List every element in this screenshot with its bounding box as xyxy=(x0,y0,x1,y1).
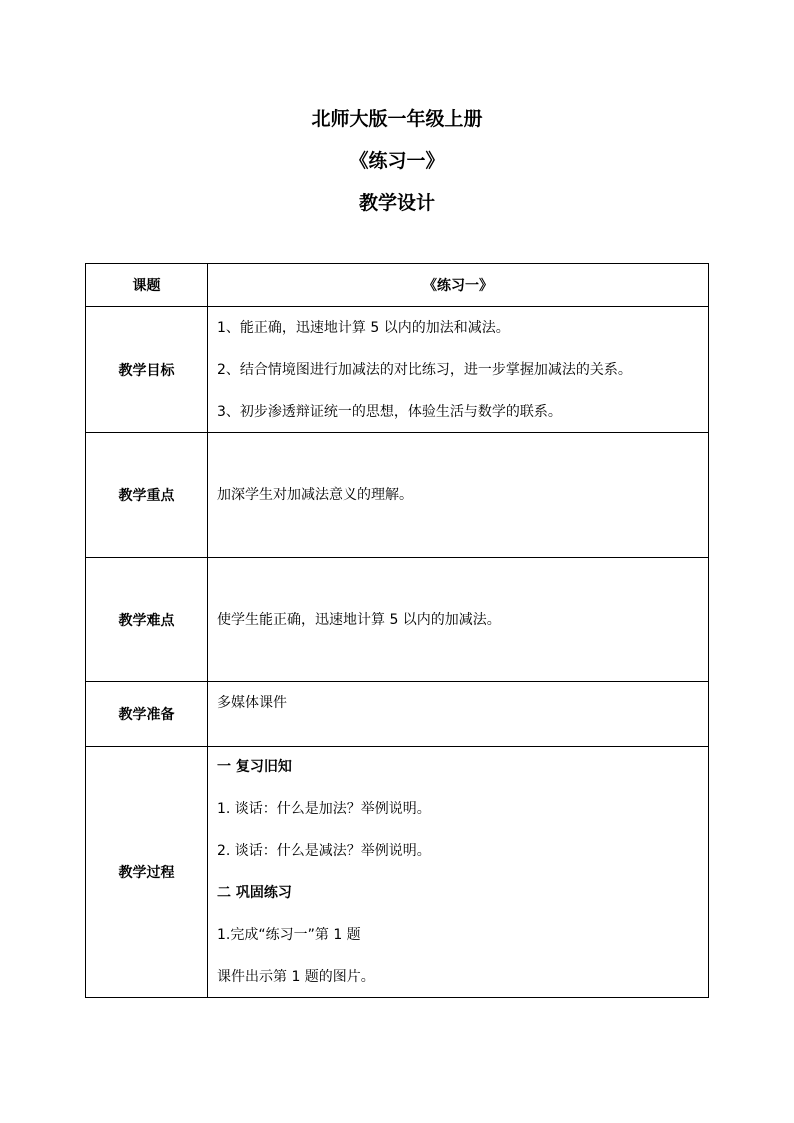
prep-row xyxy=(86,682,709,747)
process-label: 教学过程 xyxy=(86,747,208,998)
goal-item: 1、能正确，迅速地计算 5 以内的加法和减法。 xyxy=(217,319,510,336)
topic-row xyxy=(86,264,709,307)
process-step: 课件出示第 1 题的图片。 xyxy=(217,969,375,985)
key-cell xyxy=(208,433,709,558)
key-text: 加深学生对加减法意义的理解。 xyxy=(217,487,413,503)
prep-cell xyxy=(208,682,709,747)
goals-row xyxy=(86,307,709,433)
process-cell xyxy=(208,747,709,998)
process-step: 1. 谈话：什么是加法？举例说明。 xyxy=(217,801,431,817)
topic-label: 课题 xyxy=(86,264,208,307)
process-heading: 二 巩固练习 xyxy=(217,885,292,901)
document-title: 北师大版一年级上册 xyxy=(311,108,483,130)
process-step: 2. 谈话：什么是减法？举例说明。 xyxy=(217,843,431,859)
difficulty-text: 使学生能正确，迅速地计算 5 以内的加减法。 xyxy=(217,611,501,628)
goal-item: 3、初步渗透辩证统一的思想，体验生活与数学的联系。 xyxy=(217,403,562,420)
goal-item: 2、结合情境图进行加减法的对比练习，进一步掌握加减法的关系。 xyxy=(217,361,632,378)
difficulty-row xyxy=(86,558,709,682)
key-label: 教学重点 xyxy=(86,433,208,558)
difficulty-label: 教学难点 xyxy=(86,558,208,682)
process-heading: 一 复习旧知 xyxy=(217,759,292,775)
prep-text: 多媒体课件 xyxy=(217,695,287,711)
goals-cell xyxy=(208,307,709,433)
process-row xyxy=(86,747,709,998)
document-subtitle: 教学设计 xyxy=(358,192,435,214)
topic-value: 《练习一》 xyxy=(208,264,709,307)
process-step: 1.完成“练习一”第 1 题 xyxy=(217,927,361,943)
difficulty-cell xyxy=(208,558,709,682)
lesson-plan-table xyxy=(85,263,709,998)
lesson-title: 《练习一》 xyxy=(349,150,445,172)
prep-label: 教学准备 xyxy=(86,682,208,747)
goals-label: 教学目标 xyxy=(86,307,208,433)
key-row xyxy=(86,433,709,558)
